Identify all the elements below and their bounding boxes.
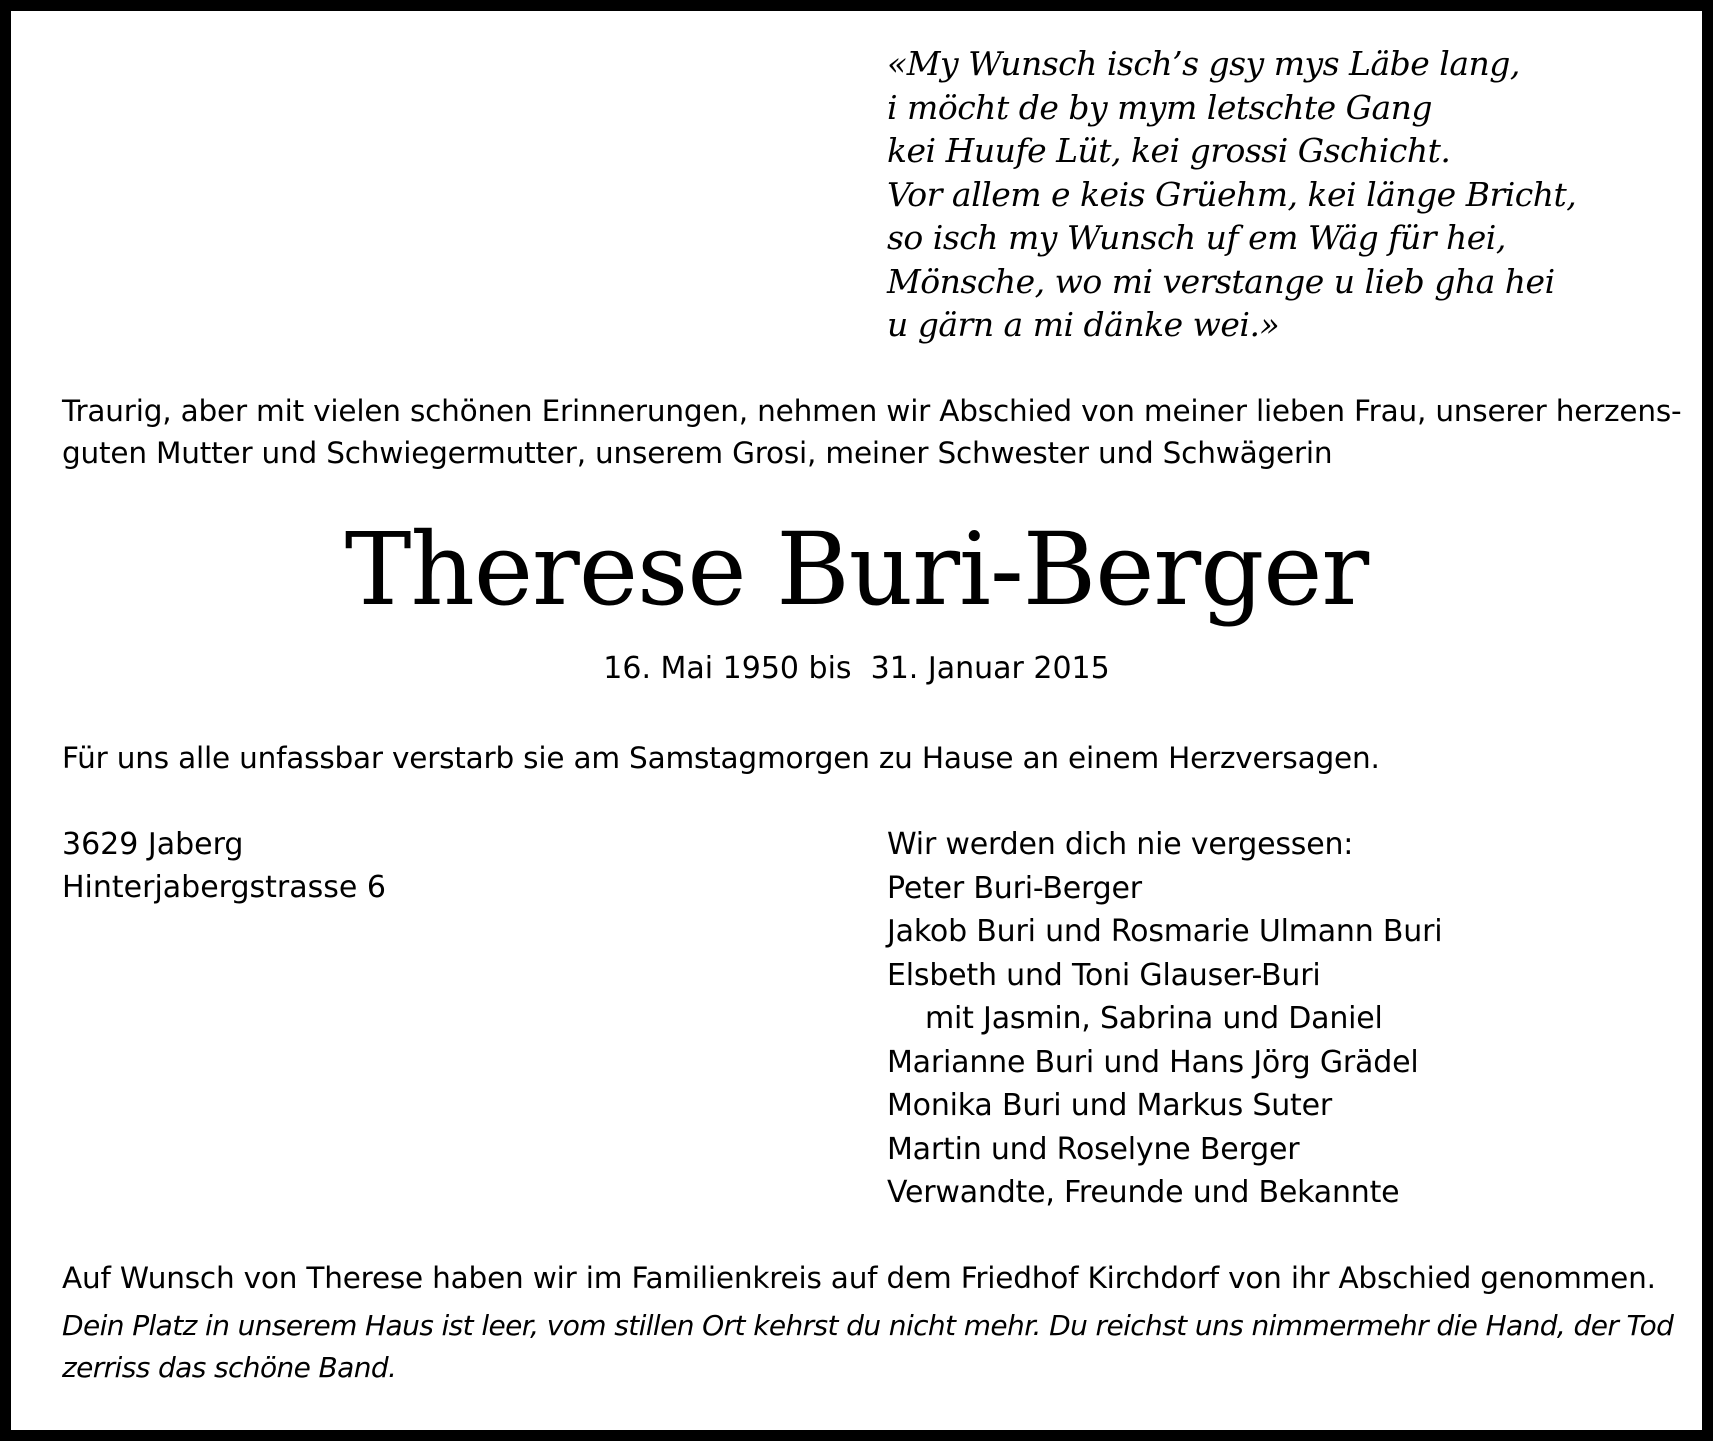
mourner-line: Martin und Roselyne Berger <box>887 1131 1300 1167</box>
poem-line: so isch my Wunsch uf em Wäg für hei, <box>887 218 1506 257</box>
mourner-line: Verwandte, Freunde und Bekannte <box>887 1175 1400 1210</box>
poem-line: Vor allem e keis Grüehm, kei länge Bricht, <box>887 174 1577 214</box>
poem-line: «My Wunsch isch’s gsy mys Läbe lang, <box>887 44 1520 83</box>
poem-line: kei Huufe Lüt, kei grossi Gschicht. <box>887 131 1451 170</box>
mourners-heading: Wir werden dich nie vergessen: <box>887 827 1354 862</box>
mourner-line: Jakob Buri und Rosmarie Ulmann Buri <box>887 914 1443 949</box>
mourner-line: Monika Buri und Markus Suter <box>887 1088 1333 1123</box>
mourner-line: Elsbeth und Toni Glauser-Buri <box>887 957 1321 993</box>
address-street: Hinterjabergstrasse 6 <box>62 870 386 905</box>
intro-line: guten Mutter und Schwiegermutter, unserem Grosi, meiner Schwester und Schwägerin <box>62 436 1333 470</box>
death-notice: Für uns alle unfassbar verstarb sie am Samstagmorgen zu Hause an einem Herzversagen. <box>62 741 1380 775</box>
address-block <box>62 823 386 909</box>
poem <box>887 42 1576 347</box>
mourners-list <box>887 823 1442 1215</box>
poem-line: i möcht de by mym letschte Gang <box>887 87 1433 127</box>
closing-quote <box>62 1305 1673 1389</box>
life-dates: 16. Mai 1950 bis 31. Januar 2015 <box>603 651 1110 686</box>
poem-line: u gärn a mi dänke wei.» <box>887 305 1280 344</box>
mourner-line: mit Jasmin, Sabrina und Daniel <box>925 1001 1383 1036</box>
deceased-name: Therese Buri-Berger <box>344 511 1369 628</box>
intro-line: Traurig, aber mit vielen schönen Erinnerungen, nehmen wir Abschied von meiner lieben Frau, unserer herzens- <box>62 394 1682 428</box>
closing-quote-line: zerriss das schöne Band. <box>62 1351 397 1384</box>
funeral-note: Auf Wunsch von Therese haben wir im Familienkreis auf dem Friedhof Kirchdorf von ihr Abschied genommen. <box>62 1261 1656 1295</box>
intro-paragraph <box>62 390 1682 474</box>
mourner-line: Peter Buri-Berger <box>887 870 1142 906</box>
poem-line: Mönsche, wo mi verstange u lieb gha hei <box>887 261 1555 301</box>
closing-quote-line: Dein Platz in unserem Haus ist leer, vom stillen Ort kehrst du nicht mehr. Du reichst uns nimmermehr die Hand, der Tod <box>62 1309 1674 1342</box>
address-city: 3629 Jaberg <box>62 827 244 862</box>
mourner-line: Marianne Buri und Hans Jörg Grädel <box>887 1044 1419 1080</box>
